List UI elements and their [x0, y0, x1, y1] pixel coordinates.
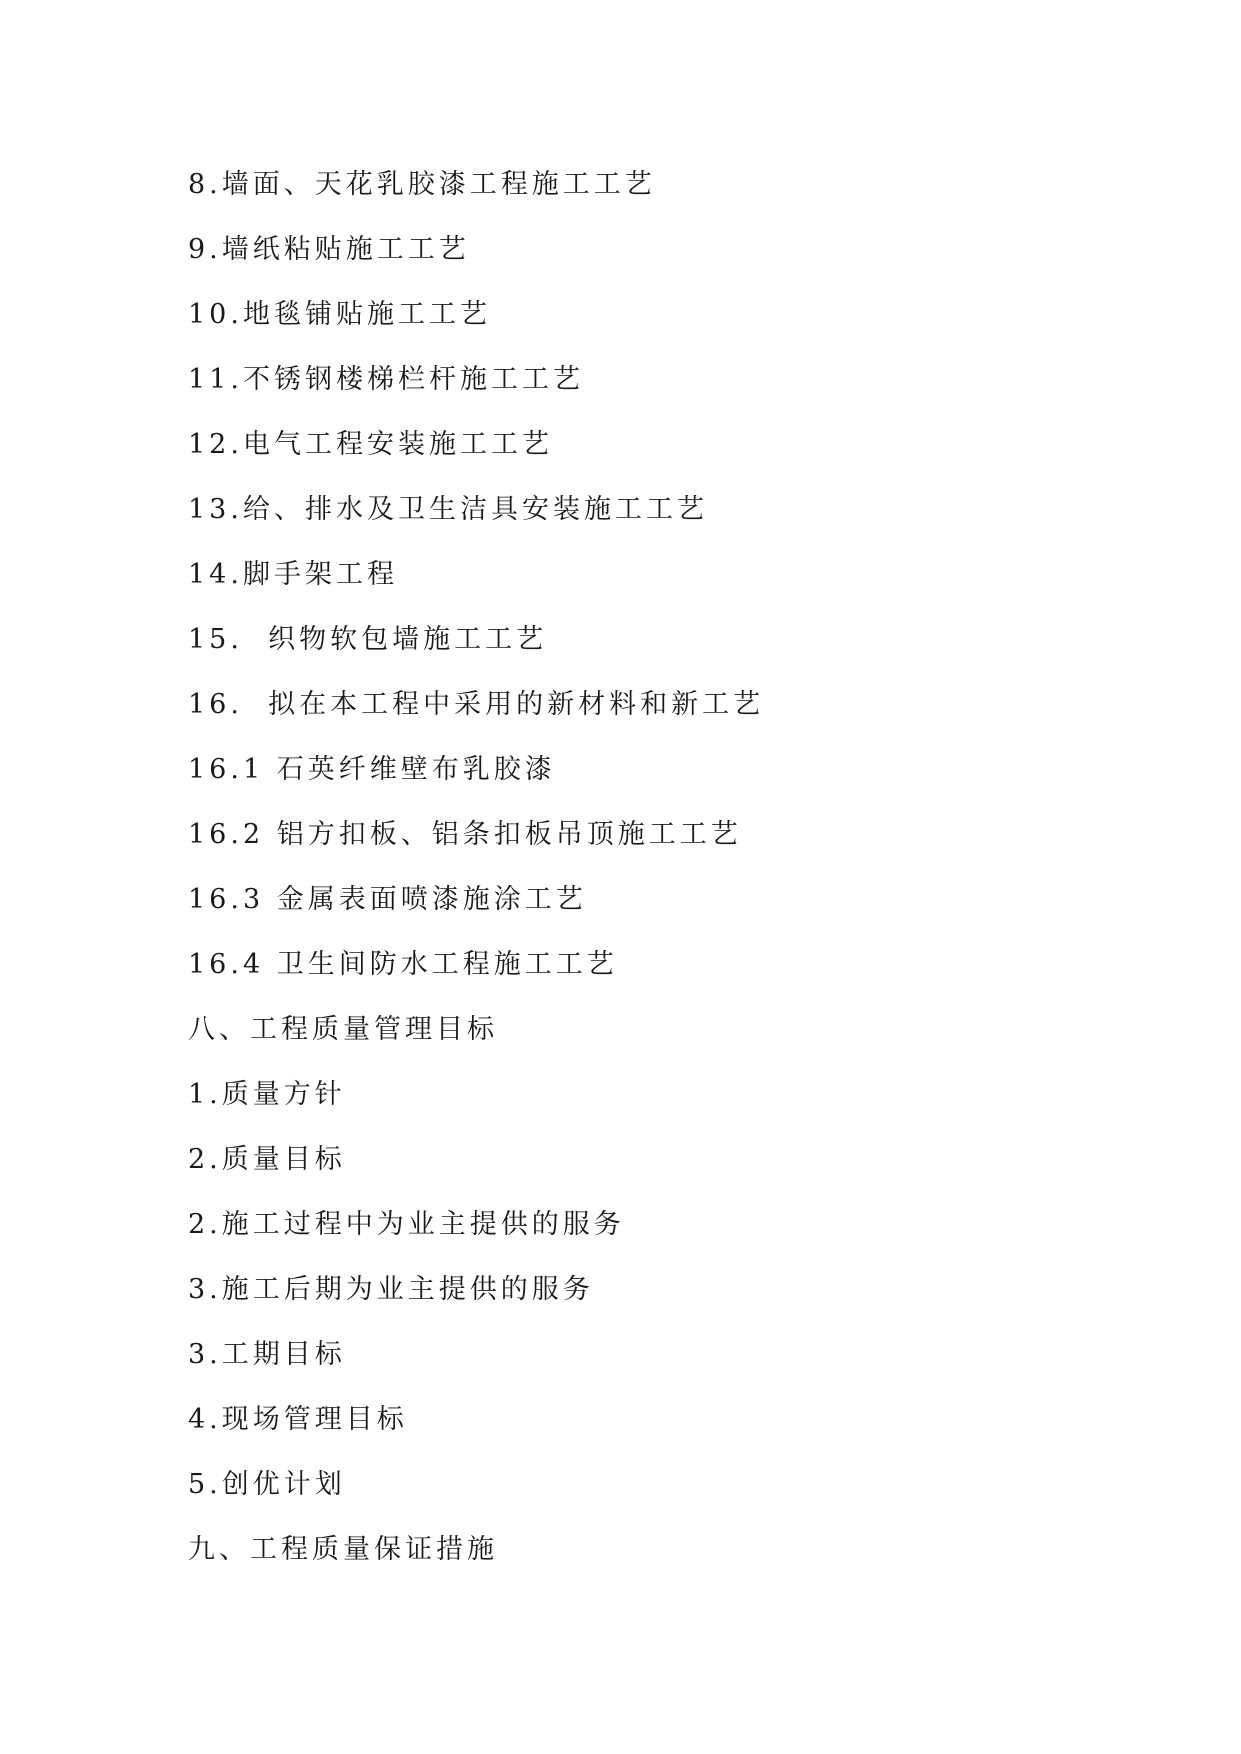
- toc-entry: 12.电气工程安装施工工艺: [188, 429, 553, 460]
- toc-entry: 15. 织物软包墙施工工艺: [188, 624, 548, 655]
- toc-entry: 13.给、排水及卫生洁具安装施工工艺: [188, 494, 708, 525]
- toc-entry: 5.创优计划: [188, 1469, 346, 1500]
- toc-entry: 14.脚手架工程: [188, 559, 398, 590]
- toc-entry: 16.2 铝方扣板、铝条扣板吊顶施工工艺: [188, 819, 742, 850]
- toc-entry: 1.质量方针: [188, 1079, 346, 1110]
- toc-section-heading: 九、工程质量保证措施: [188, 1534, 498, 1565]
- toc-entry: 16. 拟在本工程中采用的新材料和新工艺: [188, 689, 765, 720]
- toc-entry: 16.3 金属表面喷漆施涂工艺: [188, 884, 587, 915]
- toc-entry: 3.工期目标: [188, 1339, 346, 1370]
- toc-entry: 10.地毯铺贴施工工艺: [188, 299, 491, 330]
- toc-entry: 2.施工过程中为业主提供的服务: [188, 1209, 625, 1240]
- toc-entry: 3.施工后期为业主提供的服务: [188, 1274, 594, 1305]
- toc-entry: 2.质量目标: [188, 1144, 346, 1175]
- toc-entry: 9.墙纸粘贴施工工艺: [188, 234, 470, 265]
- toc-section-heading: 八、工程质量管理目标: [188, 1014, 498, 1045]
- toc-entry: 8.墙面、天花乳胶漆工程施工工艺: [188, 169, 656, 200]
- toc-entry: 11.不锈钢楼梯栏杆施工工艺: [188, 364, 584, 395]
- toc-entry: 4.现场管理目标: [188, 1404, 408, 1435]
- toc-entry: 16.1 石英纤维壁布乳胶漆: [188, 754, 556, 785]
- table-of-contents: [188, 152, 764, 1582]
- toc-entry: 16.4 卫生间防水工程施工工艺: [188, 949, 618, 980]
